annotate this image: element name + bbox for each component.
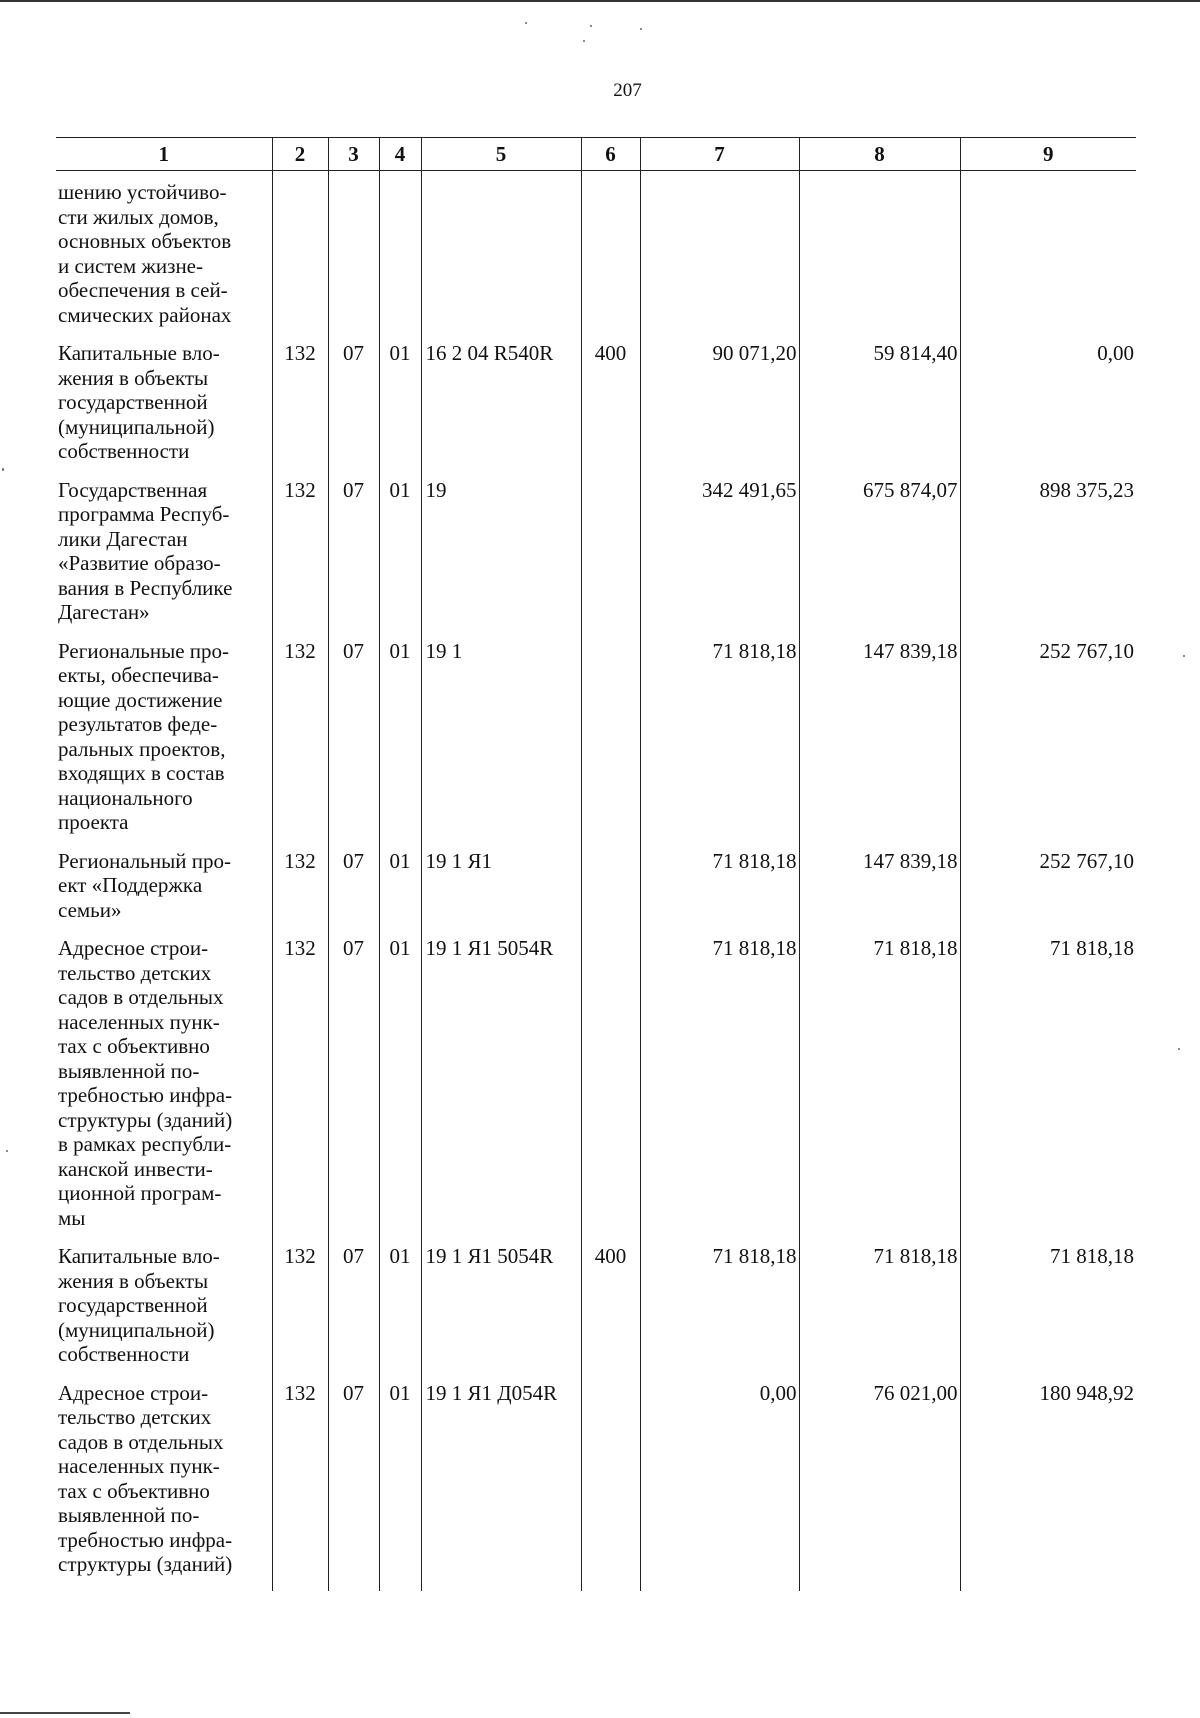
col4-cell: 01 xyxy=(379,341,421,478)
col8-cell: 675 874,07 xyxy=(799,478,960,639)
header-cell: 7 xyxy=(640,138,799,171)
col7-cell xyxy=(640,171,799,342)
col9-cell: 71 818,18 xyxy=(960,1244,1136,1381)
row-name-cell xyxy=(56,478,272,639)
col6-cell: 400 xyxy=(581,1244,640,1381)
col7-cell: 71 818,18 xyxy=(640,639,799,849)
col3-cell: 07 xyxy=(328,936,379,1244)
scan-speck xyxy=(6,1150,8,1152)
col2-cell: 132 xyxy=(272,936,328,1244)
col5-cell: 19 xyxy=(421,478,581,639)
col5-cell: 19 1 Я1 5054R xyxy=(421,936,581,1244)
bottom-edge-rule xyxy=(0,1712,130,1714)
col4-cell: 01 xyxy=(379,849,421,937)
table-row xyxy=(56,1381,1136,1591)
col3-cell: 07 xyxy=(328,341,379,478)
col4-cell: 01 xyxy=(379,1381,421,1591)
col6-cell: 400 xyxy=(581,341,640,478)
col2-cell: 132 xyxy=(272,639,328,849)
col7-cell: 71 818,18 xyxy=(640,849,799,937)
header-cell: 1 xyxy=(56,138,272,171)
col9-cell: 252 767,10 xyxy=(960,849,1136,937)
col6-cell xyxy=(581,171,640,342)
table-row xyxy=(56,639,1136,849)
col9-cell: 180 948,92 xyxy=(960,1381,1136,1591)
scan-speck xyxy=(583,40,585,42)
col9-cell: 71 818,18 xyxy=(960,936,1136,1244)
row-name: Региональные про- екты, обеспечива- ющие достижение результатов феде- ральных проектов, входящих в состав национального проекта xyxy=(58,638,230,834)
col7-cell: 90 071,20 xyxy=(640,341,799,478)
table-row xyxy=(56,1244,1136,1381)
table-row xyxy=(56,936,1136,1244)
row-name-cell xyxy=(56,639,272,849)
header-cell: 5 xyxy=(421,138,581,171)
col3-cell: 07 xyxy=(328,1244,379,1381)
col9-cell: 252 767,10 xyxy=(960,639,1136,849)
scan-speck xyxy=(590,25,592,27)
header-cell: 3 xyxy=(328,138,379,171)
col3-cell: 07 xyxy=(328,639,379,849)
col4-cell: 01 xyxy=(379,936,421,1244)
col5-cell: 19 1 Я1 Д054R xyxy=(421,1381,581,1591)
row-name: Государственная программа Респуб- лики Дагестан «Развитие образо- вания в Республике Дагестан» xyxy=(58,477,233,624)
col6-cell xyxy=(581,936,640,1244)
col3-cell: 07 xyxy=(328,478,379,639)
table-row xyxy=(56,478,1136,639)
col2-cell: 132 xyxy=(272,341,328,478)
row-name-cell xyxy=(56,936,272,1244)
scan-speck xyxy=(640,28,642,30)
col6-cell xyxy=(581,1381,640,1591)
col5-cell: 19 1 xyxy=(421,639,581,849)
top-edge-rule xyxy=(0,0,1200,2)
col2-cell: 132 xyxy=(272,1244,328,1381)
col4-cell xyxy=(379,171,421,342)
header-cell: 2 xyxy=(272,138,328,171)
row-name: шению устойчиво- сти жилых домов, основных объектов и систем жизне- обеспечения в сей- смических районах xyxy=(58,180,232,327)
col2-cell: 132 xyxy=(272,1381,328,1591)
table-row xyxy=(56,341,1136,478)
col5-cell xyxy=(421,171,581,342)
col5-cell: 19 1 Я1 5054R xyxy=(421,1244,581,1381)
col7-cell: 342 491,65 xyxy=(640,478,799,639)
col8-cell: 59 814,40 xyxy=(799,341,960,478)
header-cell: 9 xyxy=(960,138,1136,171)
col3-cell: 07 xyxy=(328,1381,379,1591)
col5-cell: 16 2 04 R540R xyxy=(421,341,581,478)
header-cell: 6 xyxy=(581,138,640,171)
scan-speck xyxy=(1178,1048,1180,1050)
header-cell: 4 xyxy=(379,138,421,171)
col9-cell: 0,00 xyxy=(960,341,1136,478)
col2-cell xyxy=(272,171,328,342)
scan-speck xyxy=(525,22,527,24)
header-row xyxy=(56,138,1136,171)
table-row xyxy=(56,171,1136,342)
row-name-cell xyxy=(56,1381,272,1591)
row-name: Капитальные вло- жения в объекты государственной (муниципальной) собственности xyxy=(58,341,220,463)
col8-cell: 71 818,18 xyxy=(799,1244,960,1381)
col4-cell: 01 xyxy=(379,1244,421,1381)
col7-cell: 71 818,18 xyxy=(640,936,799,1244)
col8-cell: 147 839,18 xyxy=(799,849,960,937)
col2-cell: 132 xyxy=(272,478,328,639)
col6-cell xyxy=(581,478,640,639)
row-name-cell xyxy=(56,849,272,937)
table-row xyxy=(56,849,1136,937)
row-name: Региональный про- ект «Поддержка семьи» xyxy=(58,848,231,922)
col5-cell: 19 1 Я1 xyxy=(421,849,581,937)
col7-cell: 71 818,18 xyxy=(640,1244,799,1381)
row-name: Адресное строи- тельство детских садов в отдельных населенных пунк- тах с объективно выявленной по- требностью инфра- структуры (зданий) xyxy=(58,1380,233,1576)
row-name: Адресное строи- тельство детских садов в отдельных населенных пунк- тах с объективно выявленной по- требностью инфра- структуры (зданий) в рамках республи- канской инвести- ционной програм- мы xyxy=(58,936,233,1230)
col8-cell: 71 818,18 xyxy=(799,936,960,1244)
col4-cell: 01 xyxy=(379,478,421,639)
page-number: 207 xyxy=(613,80,642,101)
budget-table xyxy=(56,137,1136,1591)
col4-cell: 01 xyxy=(379,639,421,849)
row-name-cell xyxy=(56,171,272,342)
col8-cell: 76 021,00 xyxy=(799,1381,960,1591)
scan-speck xyxy=(1183,655,1185,657)
scan-speck xyxy=(2,468,4,471)
header-cell: 8 xyxy=(799,138,960,171)
col9-cell xyxy=(960,171,1136,342)
row-name: Капитальные вло- жения в объекты государственной (муниципальной) собственности xyxy=(58,1244,220,1366)
col3-cell xyxy=(328,171,379,342)
col3-cell: 07 xyxy=(328,849,379,937)
col6-cell xyxy=(581,639,640,849)
col6-cell xyxy=(581,849,640,937)
col2-cell: 132 xyxy=(272,849,328,937)
col8-cell: 147 839,18 xyxy=(799,639,960,849)
col8-cell xyxy=(799,171,960,342)
col7-cell: 0,00 xyxy=(640,1381,799,1591)
col9-cell: 898 375,23 xyxy=(960,478,1136,639)
row-name-cell xyxy=(56,341,272,478)
row-name-cell xyxy=(56,1244,272,1381)
